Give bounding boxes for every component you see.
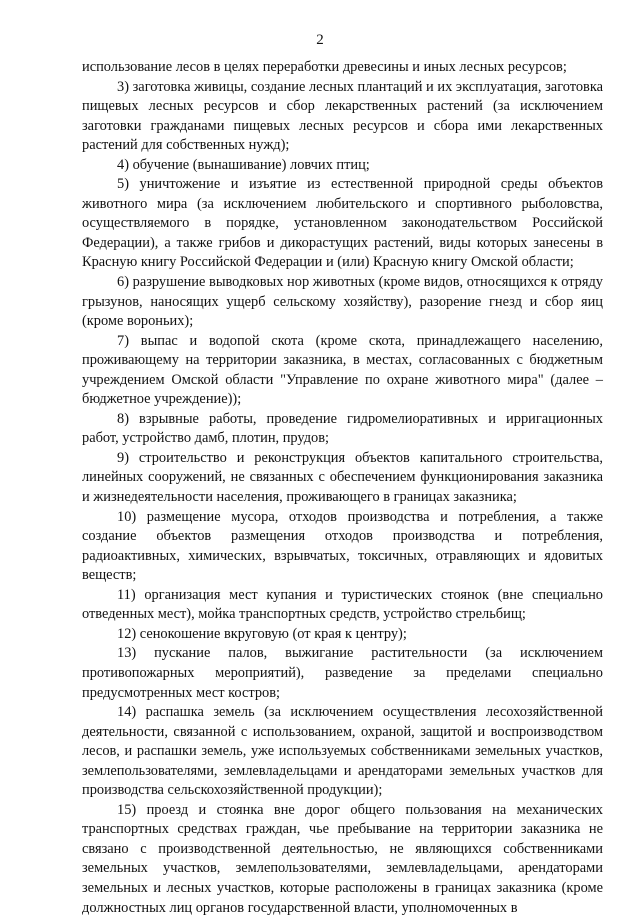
list-item-8: 8) взрывные работы, проведение гидромелиоративных и ирригационных работ, устройство дамб, плотин, прудов;: [82, 410, 603, 447]
list-item-7: 7) выпас и водопой скота (кроме скота, принадлежащего населению, проживающему на территории заказника, в местах, согласованных с бюджетным учреждением Омской области "Управление по охране животного мира" (далее – бюджетное учреждение));: [82, 332, 603, 408]
list-item-4: 4) обучение (вынашивание) ловчих птиц;: [117, 156, 370, 173]
list-item-3: 3) заготовка живицы, создание лесных плантаций и их эксплуатация, заготовка пищевых лесных ресурсов и сбор лекарственных растений (за исключением заготовки гражданами пищевых лесных ресурсов и сбора ими лекарственных растений для собственных нужд);: [82, 78, 603, 154]
list-item-13: 13) пускание палов, выжигание растительности (за исключением противопожарных мероприятий), разведение за пределами специально предусмотренных мест костров;: [82, 645, 603, 701]
document-body: [82, 58, 603, 918]
list-item-6: 6) разрушение выводковых нор животных (кроме видов, относящихся к отряду грызунов, наносящих ущерб сельскому хозяйству), разорение гнезд и сбор яиц (кроме вороньих);: [82, 274, 603, 330]
list-item-14: 14) распашка земель (за исключением осуществления лесохозяйственной деятельности, связанной с использованием, охраной, защитой и воспроизводством лесов, и распашки земель, уже используемых собственниками земельных участков, землепользователями, землевладельцами и арендаторами земельных участков для производства сельскохозяйственной продукции);: [82, 704, 603, 799]
list-item-9: 9) строительство и реконструкция объектов капитального строительства, линейных сооружений, не связанных с обеспечением функционирования заказника и жизнедеятельности населения, проживающего в границах заказника;: [82, 449, 603, 506]
list-item-15: 15) проезд и стоянка вне дорог общего пользования на механических транспортных средствах граждан, чье пребывание на территории заказника не связано с производственной деятельностью, не являющихся собственниками земельных участков, землепользователями, землевладельцами, арендаторами земельных и лесных участков, которые расположены в границах заказника (кроме должностных лиц органов государственной власти, уполномоченных в: [82, 801, 603, 916]
list-item-12: 12) сенокошение вкруговую (от края к центру);: [117, 625, 407, 642]
list-item-11: 11) организация мест купания и туристических стоянок (вне специально отведенных мест), мойка транспортных средств, устройство стрельбищ;: [82, 586, 603, 623]
page-number: 2: [316, 32, 324, 48]
paragraph-continuation: использование лесов в целях переработки древесины и иных лесных ресурсов;: [82, 59, 567, 75]
list-item-5: 5) уничтожение и изъятие из естественной природной среды объектов животного мира (за исключением любительского и спортивного рыболовства, осуществляемого в порядке, установленном законодательством Российской Федерации), а также грибов и дикорастущих растений, виды которых занесены в Красную книгу Российской Федерации и (или) Красную книгу Омской области;: [82, 176, 603, 271]
list-item-10: 10) размещение мусора, отходов производства и потребления, а также создание объектов размещения отходов производства и потребления, радиоактивных, химических, взрывчатых, токсичных, отравляющих и ядовитых веществ;: [82, 508, 603, 584]
